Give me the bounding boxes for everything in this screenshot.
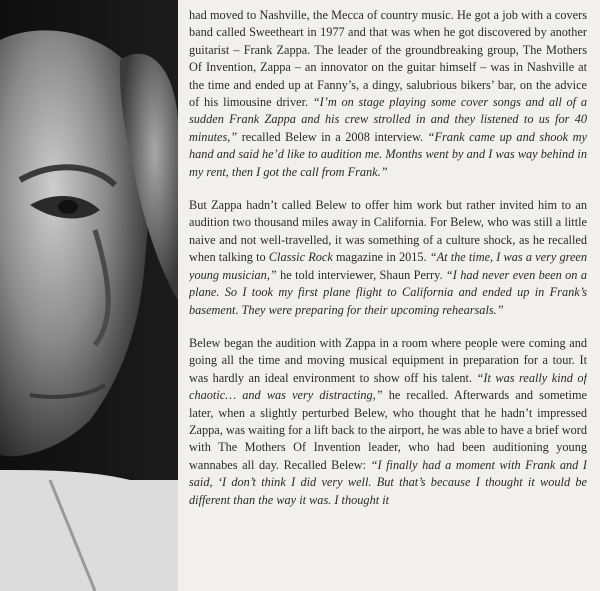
body-text: But Zappa hadn’t called Belew to offer him work but rather invited him to an audition two thousand miles away in California. For Belew, who was still a little naive and not well-travelled, it was something of a culture shock, as he recalled when talking to [189,198,587,265]
paragraph [189,197,587,319]
body-text: Belew began the audition with Zappa in a room where people were coming and going all the time and moving musical equipment in preparation for a tour. It was hardly an ideal environment to show off his talent. [189,335,587,385]
body-text: magazine in 2015. [332,250,430,265]
quote-text: “It was really kind of chaotic… and was very distracting,” [189,370,587,403]
quote-text: “I had never even been on a plane. So I took my first plane flight to California and ended up in Frank’s basement. They were preparing for their upcoming rehearsals.” [189,267,587,317]
body-text: recalled Belew in a 2008 interview. [237,129,428,144]
portrait-photo [0,0,178,591]
quote-text: “At the time, I was a very green young musician,” [189,250,587,282]
quote-text: “I finally had a moment with Frank and I said, ‘I don’t think I did very well. But that’s because I thought it would be different than the way it was. I thought it [189,457,587,507]
paragraph [189,335,587,509]
quote-text: Classic Rock [268,250,333,265]
body-text: had moved to Nashville, the Mecca of country music. He got a job with a covers band called Sweetheart in 1977 and that was when he got discovered by another guitarist – Frank Zappa. The leader of the groundbreaking group, The Mothers Of Invention, Zappa – an innovator on the guitar himself – was in Nashville at the time and ended up at Fanny’s, a dingy, salubrious bikers’ bar, on the advice of his limousine driver. [189,8,587,110]
article-body [189,7,587,591]
body-text: he recalled. Afterwards and sometime later, when a slightly perturbed Belew, who thought that he hadn’t impressed Zappa, was waiting for a lift back to the airport, he was able to have a brief word with The Mothers Of Invention leader, who had been auditioning young wannabes all day. Recalled Belew: [189,388,587,472]
quote-text: “Frank came up and shook my hand and said he’d like to audition me. Months went by and I was way behind in my rent, then I got the call from Frank.” [189,129,587,179]
paragraph [189,7,587,181]
body-text: he told interviewer, Shaun Perry. [276,267,446,282]
quote-text: “I’m on stage playing some cover songs and all of a sudden Frank Zappa and his crew strolled in and they listened to us for 40 minutes,” [189,95,587,144]
